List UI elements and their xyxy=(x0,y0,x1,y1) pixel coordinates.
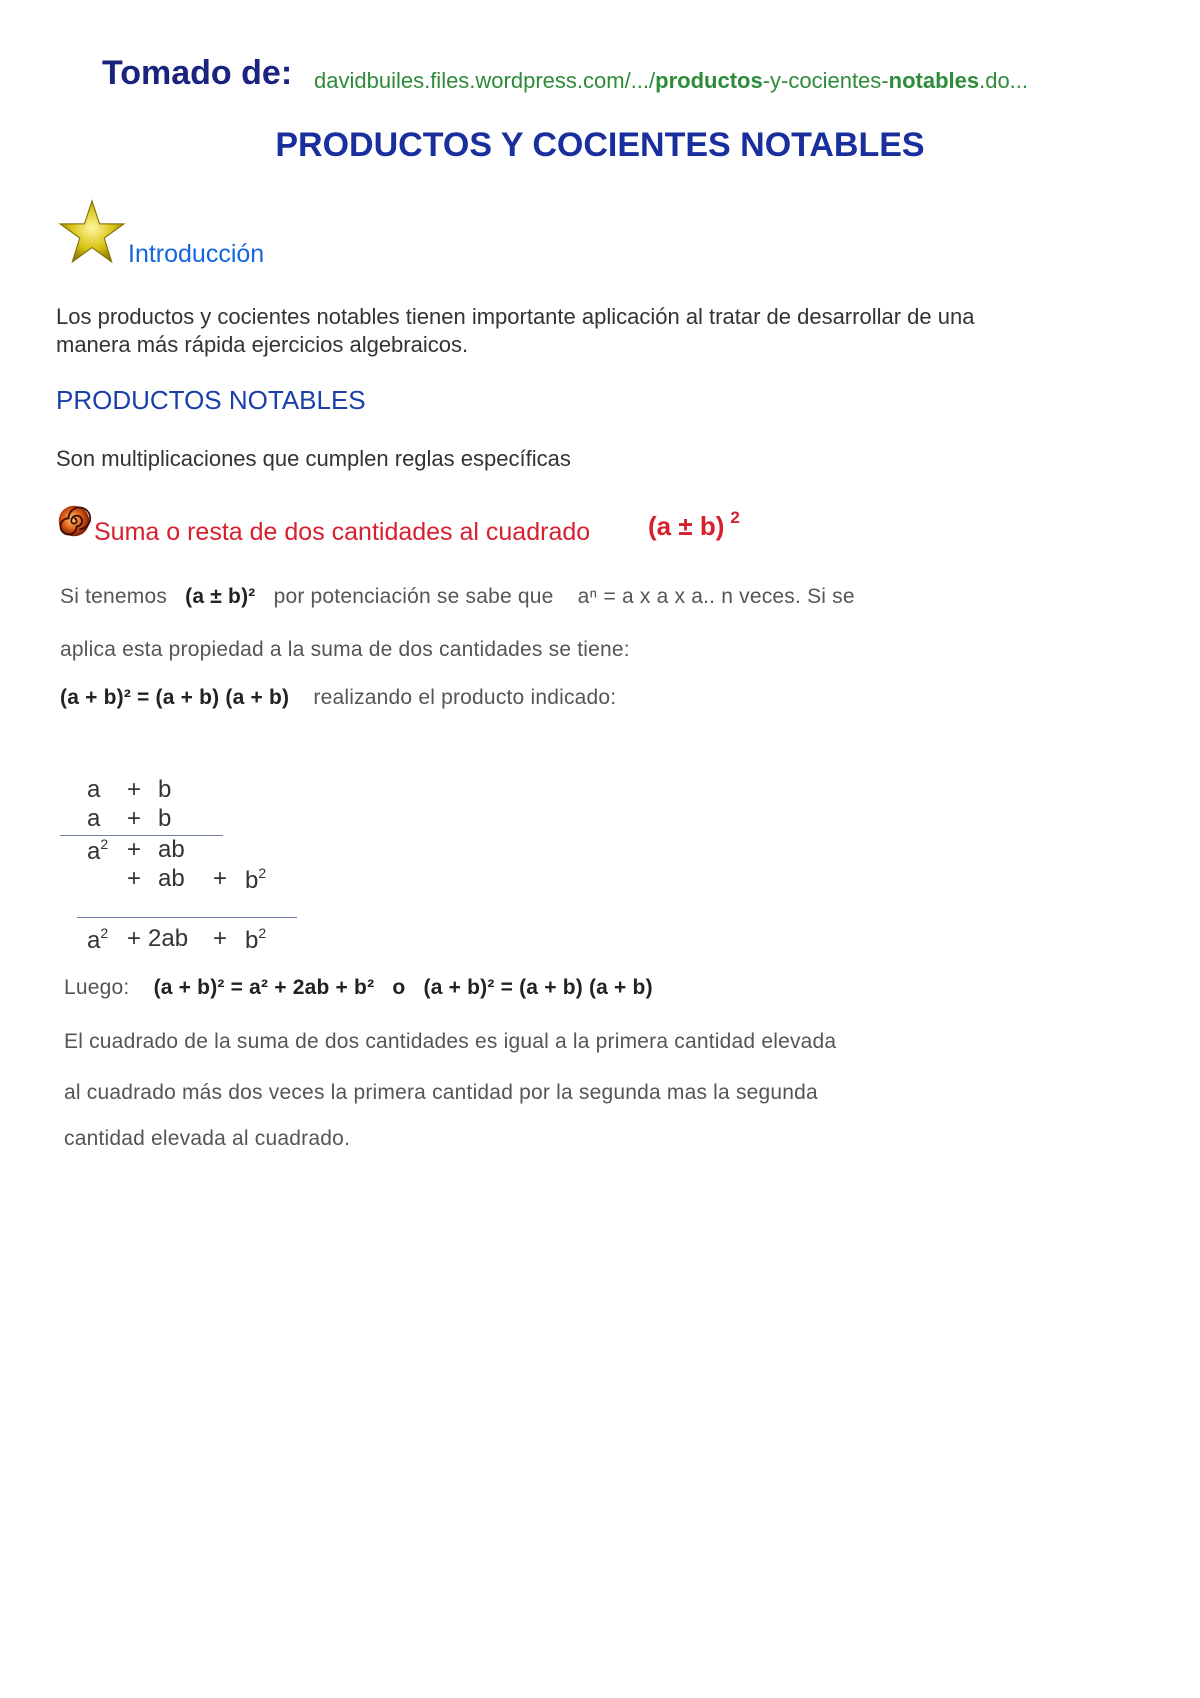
l1-formula: (a ± b)² xyxy=(185,585,256,608)
mult-divider-2 xyxy=(77,917,297,918)
l1-text-d: aⁿ = a x a x a.. n veces. Si se xyxy=(577,585,855,608)
url-bold-2: notables xyxy=(888,68,980,93)
productos-heading: PRODUCTOS NOTABLES xyxy=(56,385,366,415)
spiral-icon xyxy=(56,502,92,540)
body-line-4 xyxy=(64,976,653,1000)
l4-text-a: Luego: xyxy=(64,976,130,999)
mult-r3-b: ab xyxy=(158,836,185,863)
section-heading: Suma o resta de dos cantidades al cuadrado xyxy=(94,518,591,546)
l4-formula-2: (a + b)² = (a + b) (a + b) xyxy=(423,976,653,999)
mult-r4-a: ab xyxy=(158,865,185,892)
mult-r5-op1: + xyxy=(127,925,142,952)
productos-text: Son multiplicaciones que cumplen reglas específicas xyxy=(56,446,571,471)
url-part-2: -y-cocientes- xyxy=(762,68,889,93)
body-line-3 xyxy=(60,686,616,710)
l3-text: realizando el producto indicado: xyxy=(313,686,617,709)
mult-r3-a: $a^2$ xyxy=(87,836,109,865)
url-part-1: davidbuiles.files.wordpress.com/.../ xyxy=(314,68,656,93)
star-icon xyxy=(58,198,126,266)
mult-divider-1 xyxy=(60,835,223,836)
source-url[interactable] xyxy=(314,68,1028,94)
url-part-3: .do... xyxy=(979,68,1029,93)
mult-r4-op2: + xyxy=(213,865,228,892)
mult-r2-op: + xyxy=(127,805,142,832)
l4-or: o xyxy=(392,976,406,999)
page-title: PRODUCTOS Y COCIENTES NOTABLES xyxy=(275,126,925,164)
mult-r1-b: b xyxy=(158,776,172,803)
source-label: Tomado de: xyxy=(102,54,293,92)
intro-heading: Introducción xyxy=(128,240,265,268)
section-formula xyxy=(648,508,740,542)
l1-text-c: por potenciación se sabe que xyxy=(273,585,554,608)
intro-paragraph xyxy=(56,303,974,359)
mult-r1-a: a xyxy=(87,776,101,803)
mult-r2-a: a xyxy=(87,805,101,832)
body-line-7: cantidad elevada al cuadrado. xyxy=(64,1127,351,1150)
mult-r5-op2: + xyxy=(213,925,228,952)
l3-formula: (a + b)² = (a + b) (a + b) xyxy=(60,686,290,709)
mult-r1-op: + xyxy=(127,776,142,803)
url-bold-1: productos xyxy=(655,68,763,93)
mult-r3-op: + xyxy=(127,836,142,863)
formula-exponent: 2 xyxy=(730,508,740,527)
body-line-5: El cuadrado de la suma de dos cantidades es igual a la primera cantidad elevada xyxy=(64,1030,837,1053)
mult-r5-c: $b^2$ xyxy=(245,925,267,954)
body-line-6: al cuadrado más dos veces la primera cantidad por la segunda mas la segunda xyxy=(64,1081,818,1104)
mult-r2-b: b xyxy=(158,805,172,832)
mult-r5-a: $a^2$ xyxy=(87,925,109,954)
l1-text-a: Si tenemos xyxy=(60,585,168,608)
formula-base: (a ± b) xyxy=(648,511,725,541)
mult-r5-b: 2ab xyxy=(148,925,189,952)
intro-line-2: manera más rápida ejercicios algebraicos. xyxy=(56,332,469,357)
mult-r4-b: $b^2$ xyxy=(245,865,267,894)
mult-r4-op1: + xyxy=(127,865,142,892)
l4-formula-1: (a + b)² = a² + 2ab + b² xyxy=(153,976,375,999)
body-line-2: aplica esta propiedad a la suma de dos cantidades se tiene: xyxy=(60,638,630,661)
intro-line-1: Los productos y cocientes notables tienen importante aplicación al tratar de desarrollar de una xyxy=(56,304,975,329)
body-line-1 xyxy=(60,585,855,609)
